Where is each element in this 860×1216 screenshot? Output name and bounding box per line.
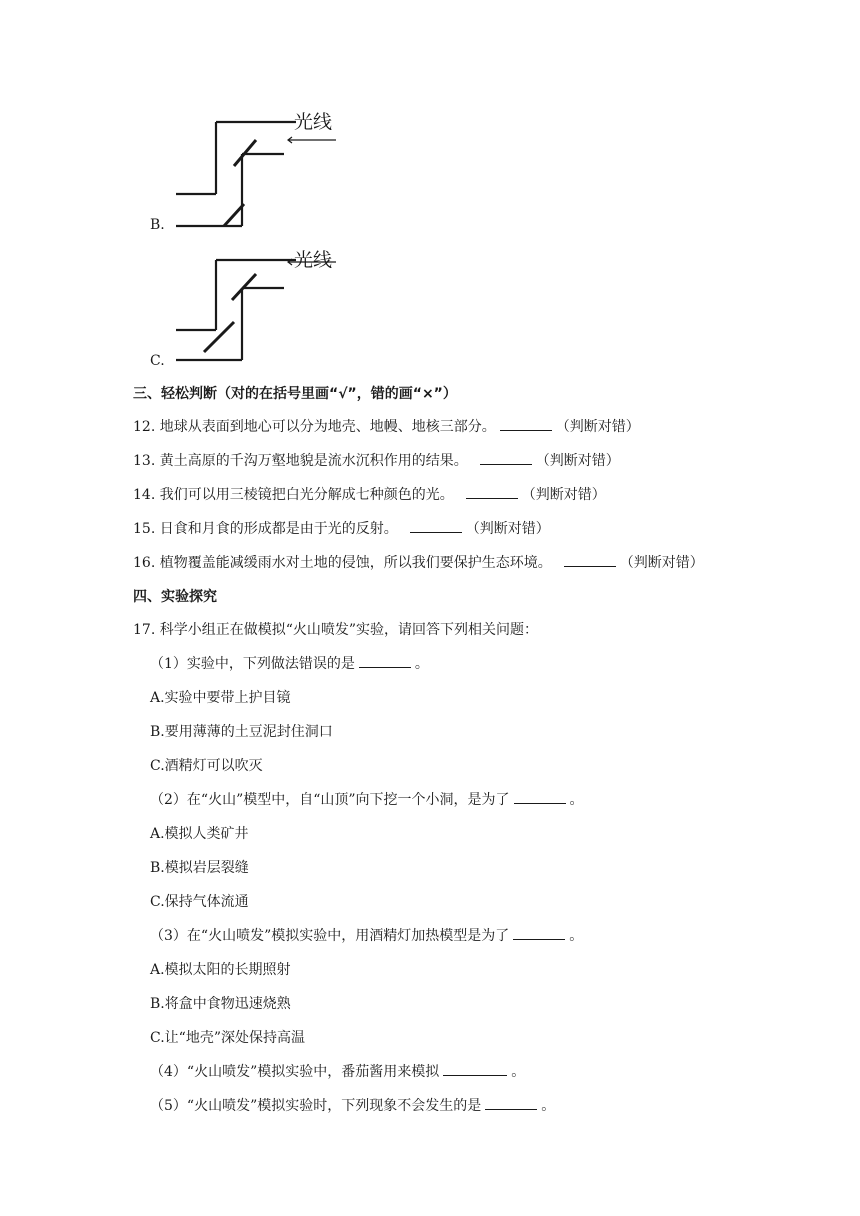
- section4-title: 四、实验探究: [133, 589, 217, 605]
- q15-text: 日食和月食的形成都是由于光的反射。: [159, 521, 398, 537]
- q17-sub3-option-b: B.将盒中食物迅速烧熟: [150, 996, 291, 1012]
- q14-blank[interactable]: [466, 484, 518, 499]
- question-12: [133, 416, 640, 436]
- option-c-letter: C.: [150, 353, 165, 369]
- q12-text: 地球从表面到地心可以分为地壳、地幔、地核三部分。: [159, 419, 496, 435]
- option-b-letter: B.: [150, 217, 165, 233]
- q17-sub3-option-c: C.让“地壳”深处保持高温: [150, 1030, 305, 1046]
- q16-suffix: （判断对错）: [619, 555, 704, 571]
- q15-blank[interactable]: [410, 518, 462, 533]
- q17-sub4-blank[interactable]: [443, 1061, 507, 1076]
- q17-sub4-end: 。: [511, 1064, 526, 1080]
- q14-suffix: （判断对错）: [521, 487, 606, 503]
- q16-blank[interactable]: [564, 552, 616, 567]
- q17-sub1-option-c: C.酒精灯可以吹灭: [150, 758, 263, 774]
- q15-num: 15.: [133, 521, 156, 537]
- option-b-figure: [176, 104, 338, 228]
- q17-sub2-option-c: C.保持气体流通: [150, 894, 249, 910]
- q17-sub1-end: 。: [414, 656, 429, 672]
- q17-sub2-blank[interactable]: [514, 789, 566, 804]
- q16-num: 16.: [133, 555, 156, 571]
- q17-sub3-end: 。: [569, 928, 584, 944]
- q17-text: 科学小组正在做模拟“火山喷发”实验，请回答下列相关问题：: [159, 622, 539, 638]
- q17-sub5-blank[interactable]: [485, 1095, 537, 1110]
- q17-sub1-text: （1）实验中，下列做法错误的是: [150, 656, 355, 672]
- q14-text: 我们可以用三棱镜把白光分解成七种颜色的光。: [159, 487, 454, 503]
- question-13: [133, 450, 620, 470]
- q17-sub1-option-b: B.要用薄薄的土豆泥封住洞口: [150, 724, 333, 740]
- q17-sub5-text: （5）“火山喷发”模拟实验时，下列现象不会发生的是: [150, 1098, 482, 1114]
- q12-suffix: （判断对错）: [555, 419, 640, 435]
- question-15: [133, 518, 550, 538]
- q13-suffix: （判断对错）: [535, 453, 620, 469]
- q12-num: 12.: [133, 419, 156, 435]
- q14-num: 14.: [133, 487, 156, 503]
- q17-sub5-end: 。: [541, 1098, 556, 1114]
- section3-title: 三、轻松判断（对的在括号里画“√”，错的画“×”）: [133, 386, 457, 402]
- q17-sub3-blank[interactable]: [513, 925, 565, 940]
- q17-sub3-option-a: A.模拟太阳的长期照射: [150, 962, 291, 978]
- q17-sub4: [150, 1061, 525, 1081]
- q17-sub1-option-a: A.实验中要带上护目镜: [150, 690, 291, 706]
- q16-text: 植物覆盖能减缓雨水对土地的侵蚀，所以我们要保护生态环境。: [159, 555, 552, 571]
- q17-num: 17.: [133, 622, 156, 638]
- light-label-b: 光线: [294, 111, 333, 133]
- q17-sub3: [150, 925, 583, 945]
- light-label-c: 光线: [294, 249, 333, 271]
- q17-sub2-option-a: A.模拟人类矿井: [150, 826, 249, 842]
- question-17: [133, 619, 538, 639]
- q17-sub1-blank[interactable]: [359, 653, 411, 668]
- question-14: [133, 484, 606, 504]
- question-16: [133, 552, 704, 572]
- q17-sub5: [150, 1095, 555, 1115]
- q17-sub2-text: （2）在“火山”模型中，自“山顶”向下挖一个小洞，是为了: [150, 792, 510, 808]
- q17-sub3-text: （3）在“火山喷发”模拟实验中，用酒精灯加热模型是为了: [150, 928, 510, 944]
- q17-sub2-option-b: B.模拟岩层裂缝: [150, 860, 249, 876]
- q13-blank[interactable]: [480, 450, 532, 465]
- q13-num: 13.: [133, 453, 156, 469]
- option-c-figure: [176, 242, 338, 366]
- q12-blank[interactable]: [500, 416, 552, 431]
- q17-sub4-text: （4）“火山喷发”模拟实验中，番茄酱用来模拟: [150, 1064, 440, 1080]
- q13-text: 黄土高原的千沟万壑地貌是流水沉积作用的结果。: [159, 453, 468, 469]
- q17-sub2-end: 。: [569, 792, 584, 808]
- q15-suffix: （判断对错）: [465, 521, 550, 537]
- q17-sub2: [150, 789, 584, 809]
- q17-sub1: [150, 653, 429, 673]
